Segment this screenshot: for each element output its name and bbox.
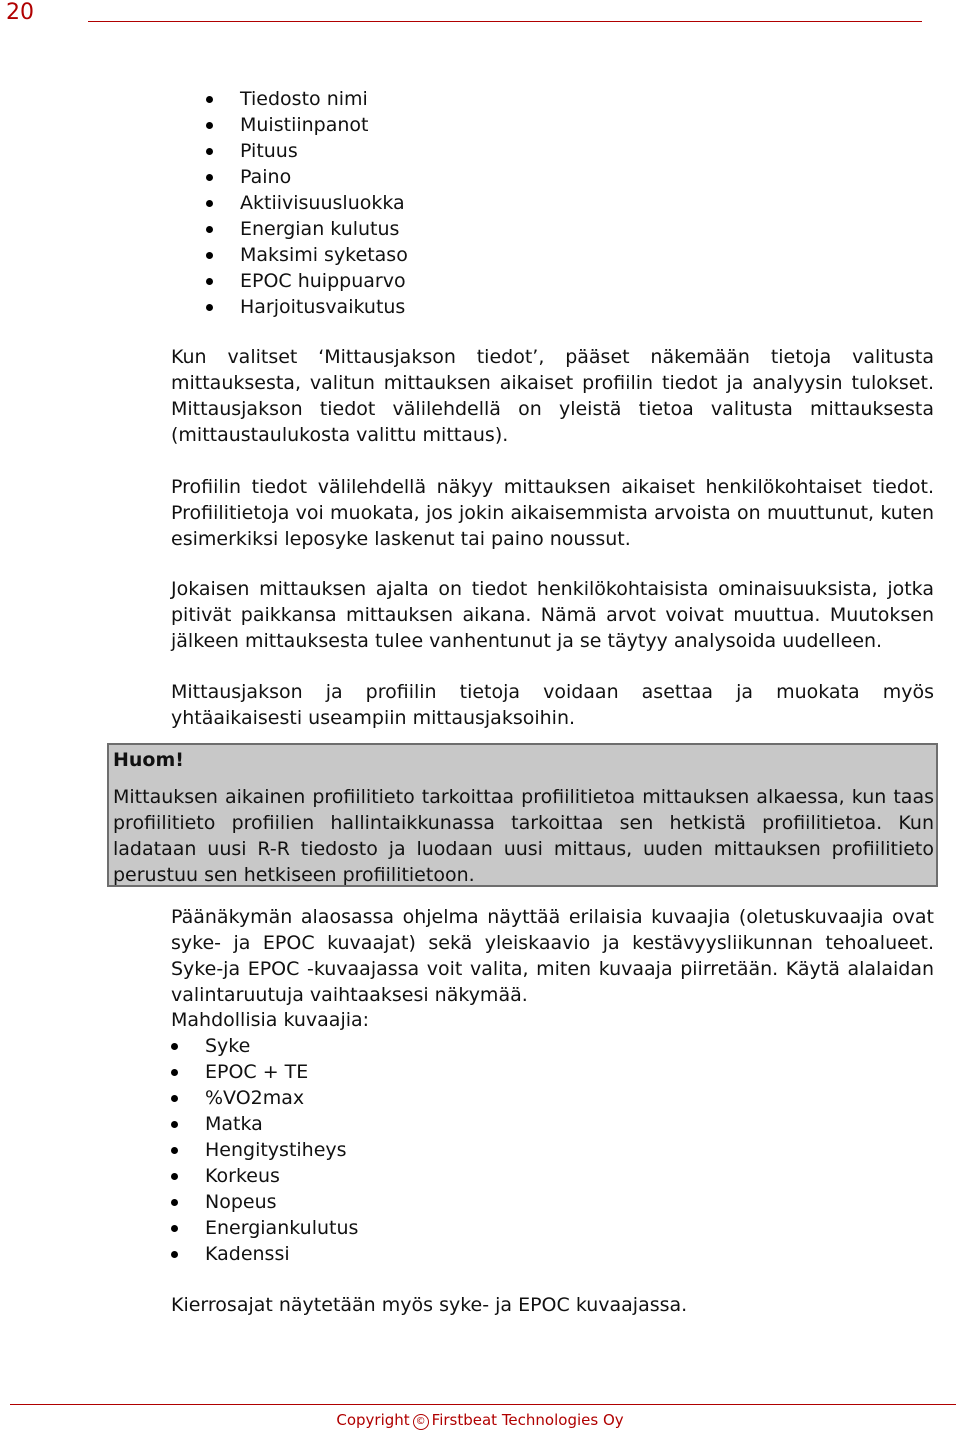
list-item: Muistiinpanot — [240, 112, 740, 138]
list-item: Hengitystiheys — [205, 1137, 705, 1163]
copyright-icon: © — [413, 1414, 429, 1430]
company-name: Firstbeat Technologies Oy — [431, 1411, 624, 1429]
footer-rule — [10, 1404, 956, 1405]
paragraph-profile-details: Profiilin tiedot välilehdellä näkyy mittauksen aikaiset henkilökohtaiset tiedot. Profiilitietoja voi muokata, jos jokin aikaisemmista arvoista on muuttunut, kuten esimerkiksi leposyke laskenut tai paino noussut. — [171, 476, 934, 550]
paragraph-lap-times: Kierrosajat näytetään myös syke- ja EPOC kuvaajassa. — [171, 1294, 688, 1316]
graphs-list-heading: Mahdollisia kuvaajia: — [171, 1009, 370, 1031]
list-item: Pituus — [240, 138, 740, 164]
list-item: Harjoitusvaikutus — [240, 294, 740, 320]
list-item: Tiedosto nimi — [240, 86, 740, 112]
list-item: Nopeus — [205, 1189, 705, 1215]
list-item: Energiankulutus — [205, 1215, 705, 1241]
paragraph-graphs-intro: Päänäkymän alaosassa ohjelma näyttää erilaisia kuvaajia (oletuskuvaajia ovat syke- ja EPOC kuvaajat) sekä yleiskaavio ja kestävyysliikunnan tehoalueet. Syke-ja EPOC -kuvaajassa voit valita, miten kuvaaja piirretään. Käytä alalaidan valintaruutuja vaihtaaksesi näkymää. — [171, 906, 934, 1006]
list-item: Paino — [240, 164, 740, 190]
footer — [0, 1410, 960, 1430]
paragraph-personal-properties: Jokaisen mittauksen ajalta on tiedot henkilökohtaisista ominaisuuksista, jotka pitivät paikkansa mittauksen aikana. Nämä arvot voivat muuttua. Muutoksen jälkeen mittauksesta tulee vanhentunut ja se täytyy analysoida uudelleen. — [171, 578, 934, 652]
paragraph-measurement-details: Kun valitset ‘Mittausjakson tiedot’, pääset näkemään tietoja valitusta mittauksesta, valitun mittauksen aikaiset profiilin tiedot ja analyysin tulokset. Mittausjakson tiedot välilehdellä on yleistä tietoa valitusta mittauksesta (mittaustaulukosta valittu mittaus). — [171, 346, 934, 446]
list-item: Energian kulutus — [240, 216, 740, 242]
list-item: EPOC + TE — [205, 1059, 705, 1085]
graph-types-list — [205, 1033, 705, 1267]
copyright-label: Copyright — [336, 1411, 410, 1429]
note-label: Huom! — [113, 749, 184, 771]
list-item: Matka — [205, 1111, 705, 1137]
list-item: %VO2max — [205, 1085, 705, 1111]
list-item: Aktiivisuusluokka — [240, 190, 740, 216]
list-item: EPOC huippuarvo — [240, 268, 740, 294]
paragraph-multi-edit: Mittausjakson ja profiilin tietoja voidaan asettaa ja muokata myös yhtäaikaisesti useampiin mittausjaksoihin. — [171, 681, 934, 729]
list-item: Korkeus — [205, 1163, 705, 1189]
list-item: Kadenssi — [205, 1241, 705, 1267]
list-item: Maksimi syketaso — [240, 242, 740, 268]
header-rule — [88, 21, 922, 22]
page-number: 20 — [6, 0, 34, 25]
note-text: Mittauksen aikainen profiilitieto tarkoittaa profiilitietoa mittauksen alkaessa, kun taas profiilitieto profiilien hallintaikkunassa tarkoittaa sen hetkistä profiilitietoa. Kun ladataan uusi R-R tiedosto ja luodaan uusi mittaus, uuden mittauksen profiilitieto perustuu sen hetkiseen profiilitietoon. — [113, 786, 934, 886]
list-item: Syke — [205, 1033, 705, 1059]
profile-fields-list — [240, 86, 740, 320]
